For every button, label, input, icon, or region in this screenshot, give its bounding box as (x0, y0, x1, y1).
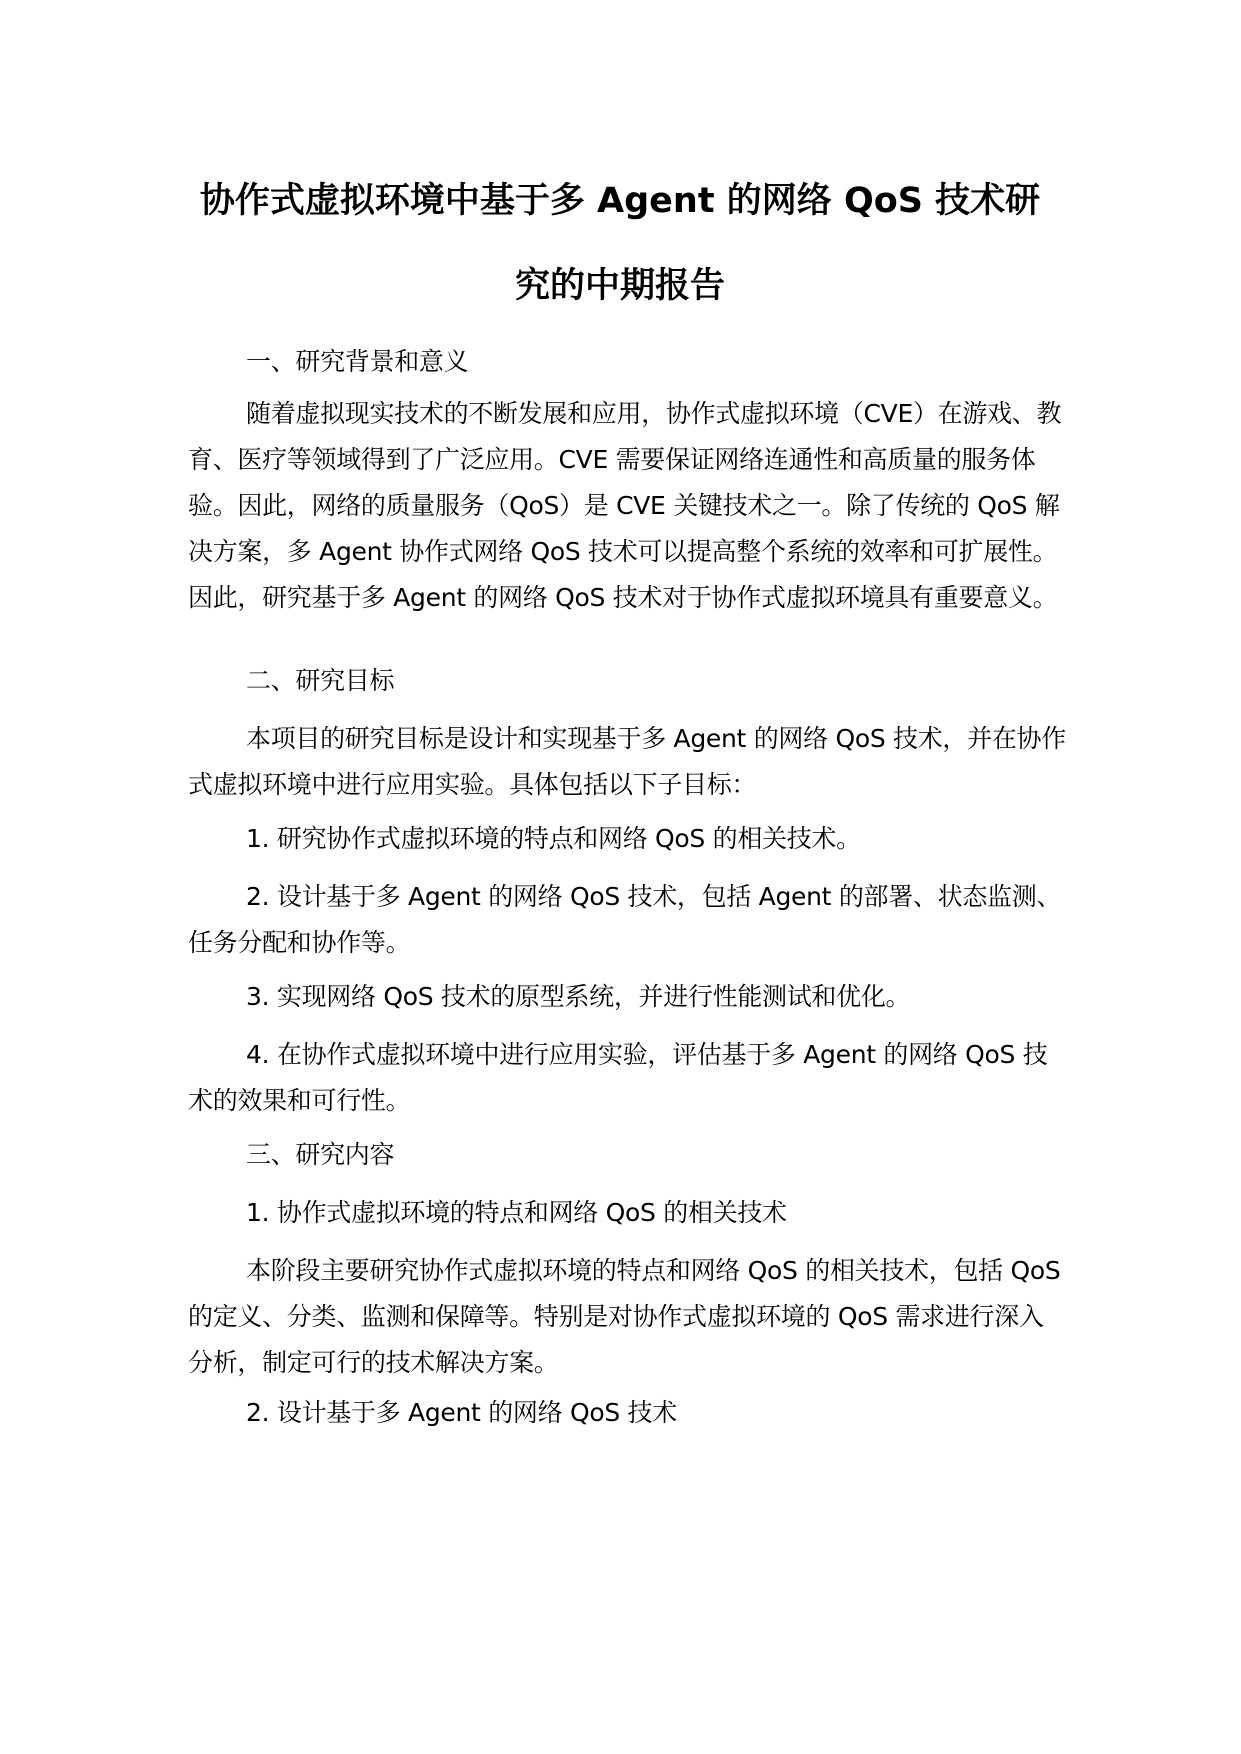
section-heading-objectives: 二、研究目标 (246, 666, 395, 695)
section-heading-background: 一、研究背景和意义 (246, 347, 469, 376)
content-subheading-2: 2. 设计基于多 Agent 的网络 QoS 技术 (246, 1398, 677, 1427)
objective-item-4: 4. 在协作式虚拟环境中进行应用实验，评估基于多 Agent 的网络 QoS 技术的效果和可行性。 (188, 1040, 1048, 1115)
objective-item-1: 1. 研究协作式虚拟环境的特点和网络 QoS 的相关技术。 (246, 824, 861, 853)
content-subheading-1: 1. 协作式虚拟环境的特点和网络 QoS 的相关技术 (246, 1198, 787, 1227)
objective-item-2: 2. 设计基于多 Agent 的网络 QoS 技术，包括 Agent 的部署、状态监测、任务分配和协作等。 (188, 882, 1062, 957)
paragraph-content-1: 本阶段主要研究协作式虚拟环境的特点和网络 QoS 的相关技术，包括 QoS 的定义、分类、监测和保障等。特别是对协作式虚拟环境的 QoS 需求进行深入分析，制定可行的技术解决方案。 (188, 1256, 1061, 1377)
document-title-line2: 究的中期报告 (514, 266, 725, 306)
objective-item-3: 3. 实现网络 QoS 技术的原型系统，并进行性能测试和优化。 (246, 982, 911, 1011)
paragraph-objectives: 本项目的研究目标是设计和实现基于多 Agent 的网络 QoS 技术，并在协作式虚拟环境中进行应用实验。具体包括以下子目标： (188, 724, 1066, 799)
paragraph-background: 随着虚拟现实技术的不断发展和应用，协作式虚拟环境（CVE）在游戏、教育、医疗等领域得到了广泛应用。CVE 需要保证网络连通性和高质量的服务体验。因此，网络的质量服务（QoS）是 CVE 关键技术之一。除了传统的 QoS 解决方案，多 Agent 协作式网络 QoS 技术可以提高整个系统的效率和可扩展性。因此，研究基于多 Agent 的网络 QoS 技术对于协作式虚拟环境具有重要意义。 (188, 399, 1062, 612)
document-title-line1: 协作式虚拟环境中基于多 Agent 的网络 QoS 技术研 (199, 181, 1041, 221)
section-heading-content: 三、研究内容 (246, 1140, 395, 1169)
